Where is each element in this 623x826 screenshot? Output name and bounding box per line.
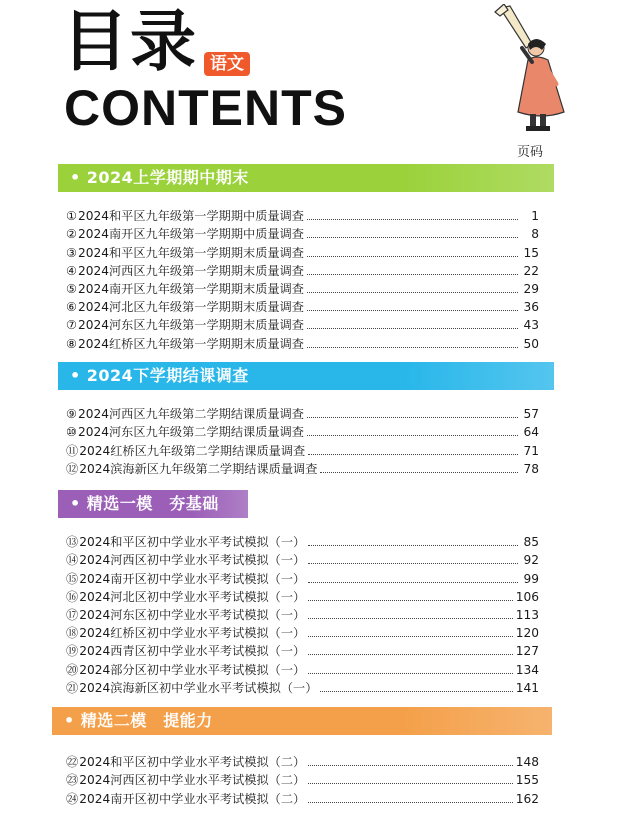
- dot-leader: [308, 654, 513, 655]
- dot-leader: [308, 582, 518, 583]
- entry-number: ㉔: [66, 791, 79, 806]
- entry-number: ⑫: [66, 461, 79, 476]
- dot-leader: [308, 636, 513, 637]
- entry-page-number: 36: [523, 300, 539, 315]
- page-title: 目录: [62, 3, 198, 80]
- dot-leader: [308, 802, 513, 803]
- entry-page-number: 148: [515, 755, 539, 770]
- dot-leader: [307, 274, 518, 275]
- entry-number: ⑬: [66, 535, 79, 550]
- entry-title: 2024和平区九年级第一学期期末质量调查: [77, 245, 304, 260]
- entry-title: 2024滨海新区初中学业水平考试模拟（一）: [79, 680, 318, 695]
- entry-page-number: 22: [523, 263, 539, 278]
- section-header: [58, 490, 248, 518]
- entry-title: 2024河东区九年级第一学期期末质量调查: [77, 318, 304, 333]
- dot-leader: [307, 435, 518, 436]
- dot-leader: [320, 472, 518, 473]
- toc-entry: [66, 568, 539, 586]
- entry-title: 2024红桥区初中学业水平考试模拟（一）: [79, 626, 306, 641]
- dot-leader: [308, 454, 518, 455]
- entry-page-number: 162: [515, 791, 539, 806]
- dot-leader: [308, 545, 518, 546]
- toc-list: [66, 532, 539, 696]
- entry-number: ⑯: [66, 589, 79, 604]
- entry-page-number: 43: [523, 318, 539, 333]
- entry-page-number: 71: [523, 443, 539, 458]
- entry-title: 2024西青区初中学业水平考试模拟（一）: [79, 644, 306, 659]
- entry-number: ⑱: [66, 626, 79, 641]
- dot-leader: [308, 618, 513, 619]
- bullet-dot-icon: •: [70, 494, 81, 513]
- entry-number: ⑰: [66, 607, 79, 622]
- toc-entry: [66, 678, 539, 696]
- toc-entry: [66, 206, 539, 224]
- entry-number: ⑭: [66, 553, 79, 568]
- entry-number: ⑮: [66, 571, 79, 586]
- toc-entry: [66, 404, 539, 422]
- toc-entry: [66, 770, 539, 788]
- toc-entry: [66, 261, 539, 279]
- entry-number: ⑦: [66, 318, 77, 333]
- entry-title: 2024河东区初中学业水平考试模拟（一）: [79, 607, 306, 622]
- dot-leader: [307, 417, 518, 418]
- dot-leader: [307, 219, 518, 220]
- entry-number: ㉒: [66, 755, 79, 770]
- entry-title: 2024红桥区九年级第一学期期末质量调查: [77, 336, 304, 351]
- toc-entry: [66, 605, 539, 623]
- entry-title: 2024河北区初中学业水平考试模拟（一）: [79, 589, 306, 604]
- entry-title: 2024和平区初中学业水平考试模拟（一）: [79, 535, 306, 550]
- entry-title: 2024河西区初中学业水平考试模拟（一）: [79, 553, 306, 568]
- entry-page-number: 78: [523, 461, 539, 476]
- section-header: [58, 164, 554, 192]
- entry-title: 2024河西区九年级第一学期期末质量调查: [77, 263, 304, 278]
- entry-page-number: 141: [515, 680, 539, 695]
- dot-leader: [308, 673, 513, 674]
- toc-entry: [66, 752, 539, 770]
- entry-page-number: 134: [515, 662, 539, 677]
- toc-entry: [66, 532, 539, 550]
- dot-leader: [308, 783, 513, 784]
- entry-number: ⑥: [66, 300, 77, 315]
- bullet-dot-icon: •: [70, 168, 81, 187]
- toc-entry: [66, 242, 539, 260]
- section-title: 精选一模 夯基础: [86, 494, 219, 513]
- entry-number: ㉑: [66, 680, 79, 695]
- entry-page-number: 64: [523, 425, 539, 440]
- toc-list: [66, 206, 539, 352]
- entry-page-number: 113: [515, 607, 539, 622]
- entry-title: 2024南开区初中学业水平考试模拟（一）: [79, 571, 306, 586]
- entry-page-number: 85: [523, 535, 539, 550]
- entry-page-number: 8: [531, 227, 539, 242]
- dot-leader: [308, 765, 513, 766]
- bullet-dot-icon: •: [70, 366, 81, 385]
- toc-entry: [66, 623, 539, 641]
- entry-number: ⑧: [66, 336, 77, 351]
- entry-title: 2024滨海新区九年级第二学期结课质量调查: [79, 461, 318, 476]
- entry-page-number: 120: [515, 626, 539, 641]
- entry-title: 2024河东区九年级第二学期结课质量调查: [77, 425, 304, 440]
- entry-number: ②: [66, 227, 77, 242]
- section-title: 2024下学期结课调查: [86, 366, 249, 385]
- entry-title: 2024和平区初中学业水平考试模拟（二）: [79, 755, 306, 770]
- section-header: [58, 362, 554, 390]
- toc-entry: [66, 315, 539, 333]
- entry-number: ③: [66, 245, 77, 260]
- toc-entry: [66, 297, 539, 315]
- entry-page-number: 127: [515, 644, 539, 659]
- dot-leader: [307, 256, 518, 257]
- dot-leader: [320, 691, 512, 692]
- trumpeter-illustration-icon: [492, 4, 572, 136]
- toc-entry: [66, 550, 539, 568]
- toc-entry: [66, 587, 539, 605]
- toc-entry: [66, 788, 539, 806]
- subject-badge: 语文: [204, 52, 250, 76]
- dot-leader: [308, 600, 513, 601]
- entry-page-number: 50: [523, 336, 539, 351]
- dot-leader: [307, 310, 518, 311]
- entry-number: ⑲: [66, 644, 79, 659]
- toc-list: [66, 404, 539, 477]
- dot-leader: [307, 237, 518, 238]
- entry-title: 2024河北区九年级第一学期期末质量调查: [77, 300, 304, 315]
- entry-title: 2024河西区九年级第二学期结课质量调查: [77, 407, 304, 422]
- entry-number: ⑪: [66, 443, 79, 458]
- toc-entry: [66, 422, 539, 440]
- entry-title: 2024河西区初中学业水平考试模拟（二）: [79, 773, 306, 788]
- entry-number: ⑳: [66, 662, 79, 677]
- entry-number: ⑨: [66, 407, 77, 422]
- page-column-label: 页码: [517, 145, 544, 160]
- entry-page-number: 106: [515, 589, 539, 604]
- dot-leader: [307, 347, 518, 348]
- toc-entry: [66, 641, 539, 659]
- entry-title: 2024和平区九年级第一学期期中质量调查: [77, 209, 304, 224]
- bullet-dot-icon: •: [64, 711, 75, 730]
- entry-number: ④: [66, 263, 77, 278]
- entry-number: ⑤: [66, 281, 77, 296]
- entry-number: ㉓: [66, 773, 79, 788]
- toc-entry: [66, 279, 539, 297]
- entry-page-number: 1: [531, 209, 539, 224]
- entry-number: ①: [66, 209, 77, 224]
- entry-page-number: 92: [523, 553, 539, 568]
- page-title-english: CONTENTS: [64, 80, 347, 136]
- entry-page-number: 57: [523, 407, 539, 422]
- toc-entry: [66, 659, 539, 677]
- toc-entry: [66, 333, 539, 351]
- section-title: 精选二模 提能力: [80, 711, 213, 730]
- dot-leader: [307, 292, 518, 293]
- entry-title: 2024南开区九年级第一学期期中质量调查: [77, 227, 304, 242]
- entry-title: 2024部分区初中学业水平考试模拟（一）: [79, 662, 306, 677]
- toc-entry: [66, 224, 539, 242]
- section-title: 2024上学期期中期末: [86, 168, 249, 187]
- dot-leader: [307, 328, 518, 329]
- entry-page-number: 155: [515, 773, 539, 788]
- dot-leader: [308, 563, 518, 564]
- entry-page-number: 15: [523, 245, 539, 260]
- entry-title: 2024南开区九年级第一学期期末质量调查: [77, 281, 304, 296]
- toc-entry: [66, 440, 539, 458]
- toc-entry: [66, 459, 539, 477]
- entry-page-number: 29: [523, 281, 539, 296]
- entry-page-number: 99: [523, 571, 539, 586]
- entry-title: 2024南开区初中学业水平考试模拟（二）: [79, 791, 306, 806]
- toc-list: [66, 752, 539, 807]
- entry-title: 2024红桥区九年级第二学期结课质量调查: [79, 443, 306, 458]
- entry-number: ⑩: [66, 425, 77, 440]
- section-header: [52, 707, 552, 735]
